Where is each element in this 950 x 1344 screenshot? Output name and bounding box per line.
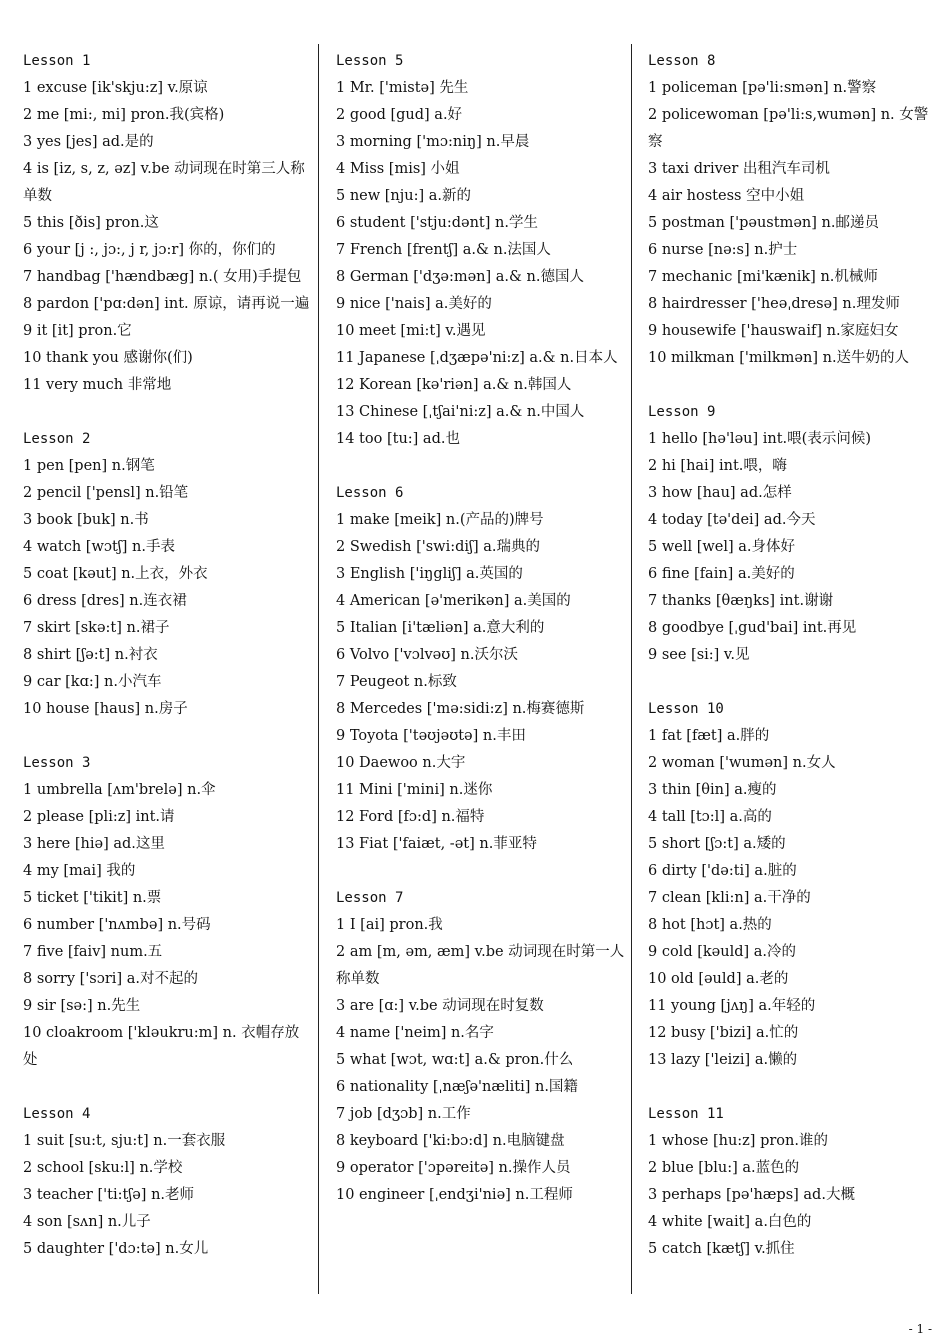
vocabulary-entry: 6 dirty ['də:ti] a.脏的 <box>648 863 797 879</box>
vocabulary-entry: 5 ticket ['tikit] n.票 <box>23 890 162 906</box>
lesson-block <box>23 1101 311 1263</box>
vocabulary-entry: 7 clean [kli:n] a.干净的 <box>648 890 811 906</box>
vocabulary-entry: 11 Japanese [ˌdʒæpə'ni:z] a.& n.日本人 <box>336 350 618 366</box>
vocabulary-entry: 4 name ['neim] n.名字 <box>336 1025 494 1041</box>
lesson-title: Lesson 7 <box>336 890 404 906</box>
vocabulary-entry: 4 tall [tɔ:l] a.高的 <box>648 809 772 825</box>
vocabulary-entry: 2 hi [hai] int.喂，嗨 <box>648 458 787 474</box>
vocabulary-entry: 9 cold [kəuld] a.冷的 <box>648 944 797 960</box>
lesson-title: Lesson 3 <box>23 755 91 771</box>
vocabulary-entry: 4 air hostess 空中小姐 <box>648 188 805 204</box>
vocabulary-entry: 2 policewoman [pə'li:s,wumən] n. 女警察 <box>648 107 929 150</box>
vocabulary-entry: 4 American [ə'merikən] a.美国的 <box>336 593 571 609</box>
vocabulary-entry: 3 thin [θin] a.瘦的 <box>648 782 777 798</box>
lesson-block <box>23 426 311 723</box>
vocabulary-entry: 8 shirt [ʃə:t] n.衬衣 <box>23 647 158 663</box>
vocabulary-entry: 6 Volvo ['vɔlvəʊ] n.沃尔沃 <box>336 647 518 663</box>
column-divider <box>318 44 319 1294</box>
lesson-title: Lesson 9 <box>648 404 716 420</box>
lesson-title: Lesson 4 <box>23 1106 91 1122</box>
vocabulary-entry: 6 number ['nʌmbə] n.号码 <box>23 917 211 933</box>
vocabulary-entry: 5 short [ʃɔ:t] a.矮的 <box>648 836 786 852</box>
vocabulary-entry: 2 me [mi:, mi] pron.我(宾格) <box>23 107 225 123</box>
vocabulary-entry: 1 excuse [ik'skju:z] v.原谅 <box>23 80 208 96</box>
vocabulary-entry: 5 postman ['pəustmən] n.邮递员 <box>648 215 879 231</box>
column-2 <box>336 48 626 1236</box>
vocabulary-entry: 5 well [wel] a.身体好 <box>648 539 796 555</box>
vocabulary-entry: 10 milkman ['milkmən] n.送牛奶的人 <box>648 350 910 366</box>
vocabulary-entry: 9 operator ['ɔpəreitə] n.操作人员 <box>336 1160 571 1176</box>
vocabulary-entry: 5 catch [kætʃ] v.抓住 <box>648 1241 795 1257</box>
column-3 <box>648 48 940 1290</box>
vocabulary-entry: 7 mechanic [mi'kænik] n.机械师 <box>648 269 878 285</box>
vocabulary-entry: 7 French [frentʃ] a.& n.法国人 <box>336 242 551 258</box>
vocabulary-entry: 1 make [meik] n.(产品的)牌号 <box>336 512 544 528</box>
vocabulary-entry: 2 school [sku:l] n.学校 <box>23 1160 183 1176</box>
vocabulary-entry: 6 dress [dres] n.连衣裙 <box>23 593 187 609</box>
vocabulary-entry: 3 morning ['mɔ:niŋ] n.早晨 <box>336 134 530 150</box>
lesson-block <box>648 1101 940 1263</box>
lesson-block <box>23 750 311 1074</box>
vocabulary-entry: 10 cloakroom ['kləukru:m] n. 衣帽存放处 <box>23 1025 300 1068</box>
vocabulary-entry: 7 thanks [θæŋks] int.谢谢 <box>648 593 834 609</box>
vocabulary-entry: 5 new [nju:] a.新的 <box>336 188 472 204</box>
vocabulary-entry: 3 teacher ['ti:tʃə] n.老师 <box>23 1187 195 1203</box>
vocabulary-entry: 6 nurse [nə:s] n.护士 <box>648 242 798 258</box>
vocabulary-entry: 10 old [əuld] a.老的 <box>648 971 789 987</box>
vocabulary-entry: 9 Toyota ['təʊjəʊtə] n.丰田 <box>336 728 526 744</box>
vocabulary-entry: 9 car [kɑ:] n.小汽车 <box>23 674 162 690</box>
vocabulary-entry: 8 pardon ['pɑ:dən] int. 原谅，请再说一遍 <box>23 296 310 312</box>
vocabulary-entry: 3 here [hiə] ad.这里 <box>23 836 165 852</box>
vocabulary-entry: 10 engineer [ˌendʒi'niə] n.工程师 <box>336 1187 573 1203</box>
lesson-block <box>336 480 626 858</box>
vocabulary-entry: 7 Peugeot n.标致 <box>336 674 457 690</box>
vocabulary-entry: 3 how [hau] ad.怎样 <box>648 485 792 501</box>
vocabulary-entry: 4 is [iz, s, z, əz] v.be 动词现在时第三人称单数 <box>23 161 305 204</box>
vocabulary-entry: 2 am [m, əm, æm] v.be 动词现在时第一人称单数 <box>336 944 625 987</box>
vocabulary-entry: 11 young [jʌŋ] a.年轻的 <box>648 998 816 1014</box>
vocabulary-entry: 9 sir [sə:] n.先生 <box>23 998 141 1014</box>
vocabulary-entry: 7 five [faiv] num.五 <box>23 944 163 960</box>
lesson-title: Lesson 6 <box>336 485 404 501</box>
vocabulary-entry: 1 I [ai] pron.我 <box>336 917 443 933</box>
lesson-block <box>336 885 626 1209</box>
vocabulary-entry: 7 skirt [skə:t] n.裙子 <box>23 620 170 636</box>
lesson-block <box>336 48 626 453</box>
vocabulary-entry: 11 Mini ['mini] n.迷你 <box>336 782 493 798</box>
lesson-title: Lesson 10 <box>648 701 724 717</box>
vocabulary-entry: 5 daughter ['dɔ:tə] n.女儿 <box>23 1241 209 1257</box>
vocabulary-entry: 9 housewife ['hauswaif] n.家庭妇女 <box>648 323 899 339</box>
vocabulary-entry: 8 sorry ['sɔri] a.对不起的 <box>23 971 198 987</box>
vocabulary-entry: 10 house [haus] n.房子 <box>23 701 188 717</box>
vocabulary-entry: 6 fine [fain] a.美好的 <box>648 566 795 582</box>
vocabulary-entry: 2 pencil ['pensl] n.铅笔 <box>23 485 189 501</box>
vocabulary-entry: 5 coat [kəut] n.上衣，外衣 <box>23 566 208 582</box>
vocabulary-entry: 1 pen [pen] n.钢笔 <box>23 458 155 474</box>
vocabulary-entry: 12 Ford [fɔ:d] n.福特 <box>336 809 485 825</box>
vocabulary-entry: 2 please [pli:z] int.请 <box>23 809 175 825</box>
vocabulary-entry: 4 Miss [mis] 小姐 <box>336 161 460 177</box>
lesson-block <box>23 48 311 399</box>
vocabulary-entry: 6 your [j :, jɔ:, j r, jɔ:r] 你的，你们的 <box>23 242 276 258</box>
vocabulary-entry: 5 Italian [i'tæliən] a.意大利的 <box>336 620 545 636</box>
vocabulary-entry: 1 Mr. ['mistə] 先生 <box>336 80 469 96</box>
vocabulary-entry: 10 Daewoo n.大宇 <box>336 755 466 771</box>
vocabulary-entry: 9 it [it] pron.它 <box>23 323 132 339</box>
vocabulary-entry: 13 Chinese [ˌtʃai'ni:z] a.& n.中国人 <box>336 404 585 420</box>
vocabulary-entry: 6 nationality [ˌnæʃə'næliti] n.国籍 <box>336 1079 578 1095</box>
vocabulary-entry: 1 hello [hə'ləu] int.喂(表示问候) <box>648 431 871 447</box>
vocabulary-entry: 8 hot [hɔt] a.热的 <box>648 917 772 933</box>
vocabulary-entry: 13 lazy ['leizi] a.懒的 <box>648 1052 798 1068</box>
vocabulary-entry: 8 goodbye [ˌgud'bai] int.再见 <box>648 620 857 636</box>
lesson-title: Lesson 5 <box>336 53 404 69</box>
vocabulary-entry: 2 woman ['wumən] n.女人 <box>648 755 836 771</box>
vocabulary-entry: 3 book [buk] n.书 <box>23 512 149 528</box>
column-1 <box>23 48 311 1290</box>
vocabulary-entry: 3 taxi driver 出租汽车司机 <box>648 161 830 177</box>
vocabulary-entry: 9 nice ['nais] a.美好的 <box>336 296 492 312</box>
vocabulary-entry: 3 yes [jes] ad.是的 <box>23 134 154 150</box>
vocabulary-entry: 12 busy ['bizi] a.忙的 <box>648 1025 799 1041</box>
vocabulary-entry: 1 policeman [pə'li:smən] n.警察 <box>648 80 877 96</box>
vocabulary-entry: 7 handbag ['hændbæg] n.( 女用)手提包 <box>23 269 302 285</box>
vocabulary-entry: 4 white [wait] a.白色的 <box>648 1214 812 1230</box>
vocabulary-entry: 6 student ['stju:dənt] n.学生 <box>336 215 538 231</box>
vocabulary-entry: 1 whose [hu:z] pron.谁的 <box>648 1133 828 1149</box>
vocabulary-entry: 3 English ['iŋgliʃ] a.英国的 <box>336 566 523 582</box>
vocabulary-entry: 4 watch [wɔtʃ] n.手表 <box>23 539 175 555</box>
vocabulary-entry: 8 German ['dʒə:mən] a.& n.德国人 <box>336 269 585 285</box>
vocabulary-entry: 10 meet [mi:t] v.遇见 <box>336 323 486 339</box>
column-divider <box>631 44 632 1294</box>
vocabulary-entry: 7 job [dʒɔb] n.工作 <box>336 1106 471 1122</box>
vocabulary-entry: 8 keyboard ['ki:bɔ:d] n.电脑键盘 <box>336 1133 565 1149</box>
lesson-block <box>648 399 940 669</box>
vocabulary-entry: 13 Fiat ['faiæt, -ət] n.菲亚特 <box>336 836 537 852</box>
lesson-title: Lesson 11 <box>648 1106 724 1122</box>
vocabulary-entry: 5 what [wɔt, wɑ:t] a.& pron.什么 <box>336 1052 574 1068</box>
vocabulary-entry: 1 fat [fæt] a.胖的 <box>648 728 770 744</box>
vocabulary-entry: 9 see [si:] v.见 <box>648 647 750 663</box>
page-number: - 1 - <box>908 1322 932 1336</box>
vocabulary-entry: 8 Mercedes ['mə:sidi:z] n.梅赛德斯 <box>336 701 585 717</box>
vocabulary-entry: 14 too [tu:] ad.也 <box>336 431 460 447</box>
vocabulary-entry: 2 blue [blu:] a.蓝色的 <box>648 1160 800 1176</box>
vocabulary-entry: 10 thank you 感谢你(们) <box>23 350 193 366</box>
vocabulary-entry: 5 this [ðis] pron.这 <box>23 215 159 231</box>
vocabulary-entry: 1 suit [su:t, sju:t] n.一套衣服 <box>23 1133 226 1149</box>
vocabulary-entry: 3 perhaps [pə'hæps] ad.大概 <box>648 1187 855 1203</box>
vocabulary-entry: 2 Swedish ['swi:diʃ] a.瑞典的 <box>336 539 540 555</box>
lesson-block <box>648 48 940 372</box>
lesson-title: Lesson 1 <box>23 53 91 69</box>
vocabulary-entry: 8 hairdresser ['heəˌdresə] n.理发师 <box>648 296 900 312</box>
vocabulary-entry: 4 my [mai] 我的 <box>23 863 136 879</box>
vocabulary-entry: 4 son [sʌn] n.儿子 <box>23 1214 151 1230</box>
lesson-title: Lesson 2 <box>23 431 91 447</box>
vocabulary-entry: 12 Korean [kə'riən] a.& n.韩国人 <box>336 377 572 393</box>
lesson-block <box>648 696 940 1074</box>
lesson-title: Lesson 8 <box>648 53 716 69</box>
vocabulary-entry: 3 are [ɑ:] v.be 动词现在时复数 <box>336 998 544 1014</box>
vocabulary-entry: 1 umbrella [ʌm'brelə] n.伞 <box>23 782 216 798</box>
vocabulary-entry: 11 very much 非常地 <box>23 377 172 393</box>
vocabulary-entry: 2 good [gud] a.好 <box>336 107 463 123</box>
vocabulary-entry: 4 today [tə'dei] ad.今天 <box>648 512 816 528</box>
